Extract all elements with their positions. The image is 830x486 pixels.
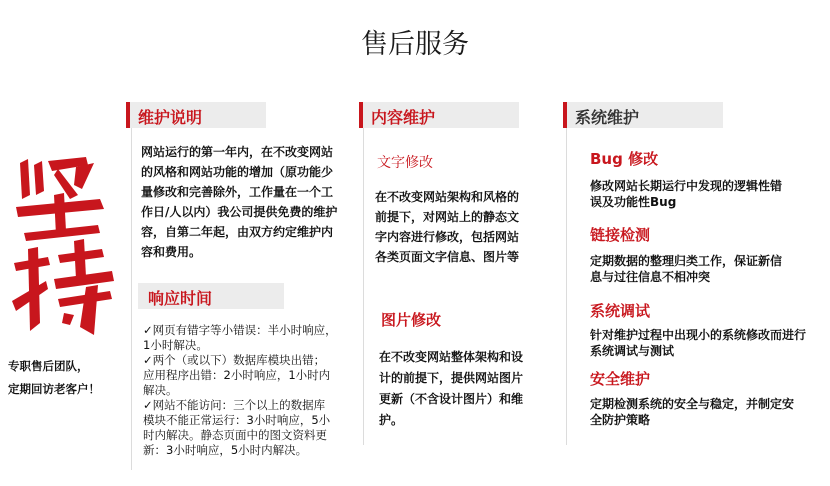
subheading-bug-fix: Bug 修改 [590, 150, 659, 168]
divider [363, 125, 364, 445]
text-edit-description: 在不改变网站架构和风格的 前提下，对网站上的静态文 字内容进行修改，包括网站 各类页面文字信息、图片等 [375, 190, 520, 264]
left-slogan-line1: 专职售后团队， [8, 359, 89, 373]
security-description: 定期检测系统的安全与稳定，并制定安 全防护策略 [590, 397, 795, 427]
header-label: 维护说明 [138, 108, 203, 127]
response-time-text: ✓网页有错字等小错误：半小时响应， 1小时解决。 ✓两个（或以下）数据库模块出错； 应用程序出错：2小时响应，1小时内 解决。 ✓网站不能访问：三个以上的数据库 模块不能正常运行：3小时响应，5小 时内解决。静态页面中的图文资料更 新：3小时响应，5小时内解决。 [143, 323, 337, 457]
header-content-maintenance [359, 102, 519, 128]
image-edit-description: 在不改变网站整体架构和设 计的前提下，提供网站图片 更新（不含设计图片）和维 护。 [379, 350, 524, 427]
header-label: 响应时间 [148, 289, 213, 308]
system-debug-description: 针对维护过程中出现小的系统修改而进行 系统调试与测试 [590, 328, 807, 358]
header-label: 内容维护 [371, 108, 436, 127]
calligraphy-image [8, 155, 118, 340]
header-accent-bar [359, 102, 363, 128]
header-accent-bar [126, 102, 130, 128]
subheading-text-edit: 文字修改 [377, 155, 433, 171]
left-slogan-line2: 定期回访老客户！ [8, 382, 100, 396]
bug-fix-description: 修改网站长期运行中发现的逻辑性错 误及功能性Bug [590, 179, 783, 209]
header-accent-bar [563, 102, 567, 128]
maintenance-description-text: 网站运行的第一年内，在不改变网站 的风格和网站功能的增加（原功能少 量修改和完善除外，工作量在一个工 作日/人以内）我公司提供免费的维护 容，自第二年起，由双方约定维护内 容和费用。 [141, 145, 338, 259]
header-maintenance-description [126, 102, 266, 128]
subheading-system-debug: 系统调试 [590, 302, 651, 320]
subheading-link-check: 链接检测 [590, 226, 651, 244]
divider [131, 125, 132, 470]
link-check-description: 定期数据的整理归类工作，保证新信 息与过往信息不相冲突 [590, 254, 783, 284]
header-label: 系统维护 [575, 108, 640, 127]
subheading-security: 安全维护 [590, 370, 651, 388]
divider [566, 125, 567, 445]
subheading-image-edit: 图片修改 [381, 311, 442, 329]
header-response-time [138, 283, 284, 309]
page-title: 售后服务 [361, 29, 469, 60]
header-system-maintenance [563, 102, 723, 128]
